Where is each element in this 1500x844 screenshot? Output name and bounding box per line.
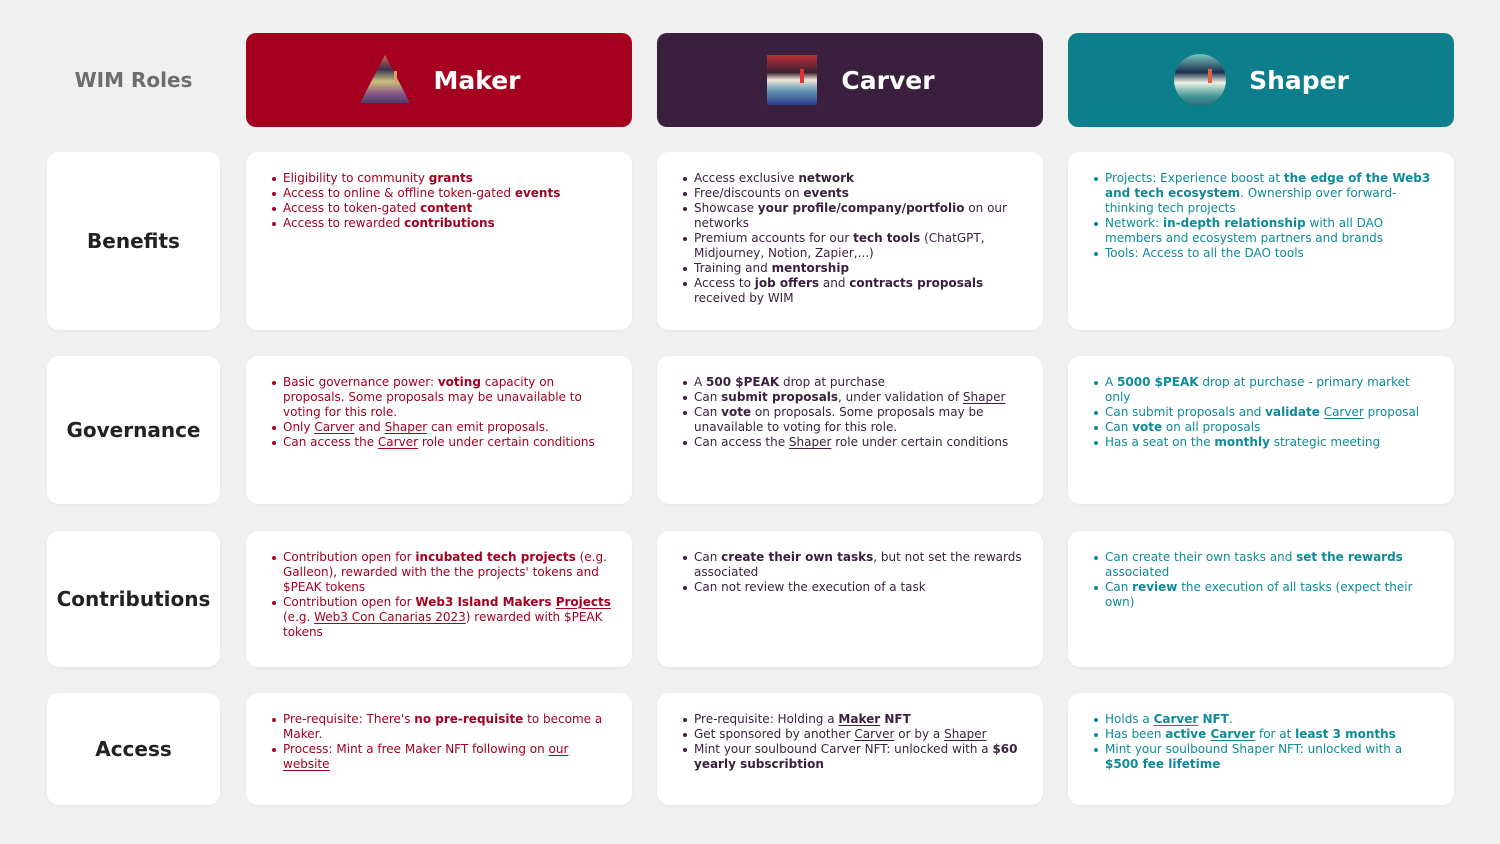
inline-link[interactable]: our website (283, 742, 569, 771)
inline-link[interactable]: Web3 Con Canarias 2023 (314, 610, 466, 624)
list-item: Can create their own tasks and set the rewards associated (1088, 550, 1438, 580)
inline-link[interactable]: Carver (1210, 727, 1256, 741)
list-item: Training and mentorship (677, 261, 1027, 276)
role-header-maker (246, 33, 632, 127)
square-artwork-icon (765, 53, 819, 107)
list-item: Projects: Experience boost at the edge of the Web3 and tech ecosystem. Ownership over forward-thinking tech projects (1088, 171, 1438, 216)
cell-benefits-maker (246, 152, 632, 330)
cell-contributions-carver (657, 531, 1043, 667)
inline-link[interactable]: Carver (1323, 405, 1364, 419)
inline-link[interactable]: Maker (838, 712, 881, 726)
inline-link[interactable]: Carver (377, 435, 419, 449)
role-title-maker: Maker (433, 65, 521, 95)
cell-access-shaper (1068, 693, 1454, 805)
cell-access-maker (246, 693, 632, 805)
row-label-contributions (47, 531, 220, 667)
list-item: Access exclusive network (677, 171, 1027, 186)
bullet-list (1088, 171, 1438, 261)
row-label-text: Benefits (87, 229, 180, 253)
triangle-artwork-icon (358, 53, 412, 107)
cell-governance-maker (246, 356, 632, 504)
inline-link[interactable]: Carver (314, 420, 355, 434)
list-item: Get sponsored by another Carver or by a Shaper (677, 727, 1027, 742)
role-header-shaper (1068, 33, 1454, 127)
list-item: Free/discounts on events (677, 186, 1027, 201)
bullet-list (677, 171, 1027, 306)
circle-artwork-icon (1173, 53, 1227, 107)
row-label-governance (47, 356, 220, 504)
list-item: Process: Mint a free Maker NFT following on our website (266, 742, 616, 772)
list-item: A 500 $PEAK drop at purchase (677, 375, 1027, 390)
bullet-list (1088, 712, 1438, 772)
cell-governance-carver (657, 356, 1043, 504)
list-item: Can access the Carver role under certain conditions (266, 435, 616, 450)
list-item: Tools: Access to all the DAO tools (1088, 246, 1438, 261)
inline-link[interactable]: Projects (555, 595, 611, 609)
list-item: Can review the execution of all tasks (expect their own) (1088, 580, 1438, 610)
cell-contributions-shaper (1068, 531, 1454, 667)
row-label-text: Access (95, 737, 172, 761)
row-label-access (47, 693, 220, 805)
inline-link[interactable]: Shaper (944, 727, 987, 741)
list-item: Access to token-gated content (266, 201, 616, 216)
list-item: Only Carver and Shaper can emit proposals. (266, 420, 616, 435)
list-item: A 5000 $PEAK drop at purchase - primary market only (1088, 375, 1438, 405)
inline-link[interactable]: Carver (1153, 712, 1199, 726)
bullet-list (266, 375, 616, 450)
row-label-text: Governance (66, 418, 201, 442)
bullet-list (266, 550, 616, 640)
list-item: Mint your soulbound Shaper NFT: unlocked with a $500 fee lifetime (1088, 742, 1438, 772)
cell-governance-shaper (1068, 356, 1454, 504)
row-label-text: Contributions (56, 587, 211, 611)
inline-link[interactable]: Shaper (788, 435, 832, 449)
list-item: Has been active Carver for at least 3 months (1088, 727, 1438, 742)
list-item: Network: in-depth relationship with all DAO members and ecosystem partners and brands (1088, 216, 1438, 246)
bullet-list (266, 171, 616, 231)
list-item: Can access the Shaper role under certain conditions (677, 435, 1027, 450)
inline-link[interactable]: Shaper (962, 390, 1006, 404)
list-item: Access to rewarded contributions (266, 216, 616, 231)
list-item: Access to job offers and contracts proposals received by WIM (677, 276, 1027, 306)
list-item: Contribution open for Web3 Island Makers Projects (e.g. Web3 Con Canarias 2023) rewarded with $PEAK tokens (266, 595, 616, 640)
list-item: Can submit proposals, under validation of Shaper (677, 390, 1027, 405)
list-item: Can not review the execution of a task (677, 580, 1027, 595)
list-item: Basic governance power: voting capacity on proposals. Some proposals may be unavailable to voting for this role. (266, 375, 616, 420)
list-item: Showcase your profile/company/portfolio on our networks (677, 201, 1027, 231)
role-header-carver (657, 33, 1043, 127)
list-item: Can vote on all proposals (1088, 420, 1438, 435)
list-item: Can vote on proposals. Some proposals may be unavailable to voting for this role. (677, 405, 1027, 435)
table-title: WIM Roles (74, 68, 193, 92)
bullet-list (266, 712, 616, 772)
inline-link[interactable]: Shaper (384, 420, 428, 434)
bullet-list (677, 712, 1027, 772)
role-title-carver: Carver (841, 65, 935, 95)
row-label-benefits (47, 152, 220, 330)
cell-access-carver (657, 693, 1043, 805)
list-item: Contribution open for incubated tech projects (e.g. Galleon), rewarded with the the projects' tokens and $PEAK tokens (266, 550, 616, 595)
bullet-list (677, 375, 1027, 450)
role-title-shaper: Shaper (1249, 65, 1349, 95)
list-item: Can submit proposals and validate Carver proposal (1088, 405, 1438, 420)
cell-contributions-maker (246, 531, 632, 667)
list-item: Has a seat on the monthly strategic meeting (1088, 435, 1438, 450)
list-item: Mint your soulbound Carver NFT: unlocked with a $60 yearly subscribtion (677, 742, 1027, 772)
list-item: Can create their own tasks, but not set the rewards associated (677, 550, 1027, 580)
bullet-list (1088, 550, 1438, 610)
cell-benefits-shaper (1068, 152, 1454, 330)
list-item: Holds a Carver NFT. (1088, 712, 1438, 727)
list-item: Eligibility to community grants (266, 171, 616, 186)
bullet-list (677, 550, 1027, 595)
cell-benefits-carver (657, 152, 1043, 330)
bullet-list (1088, 375, 1438, 450)
list-item: Pre-requisite: There's no pre-requisite to become a Maker. (266, 712, 616, 742)
list-item: Premium accounts for our tech tools (ChatGPT, Midjourney, Notion, Zapier,...) (677, 231, 1027, 261)
list-item: Access to online & offline token-gated events (266, 186, 616, 201)
list-item: Pre-requisite: Holding a Maker NFT (677, 712, 1027, 727)
inline-link[interactable]: Carver (854, 727, 895, 741)
